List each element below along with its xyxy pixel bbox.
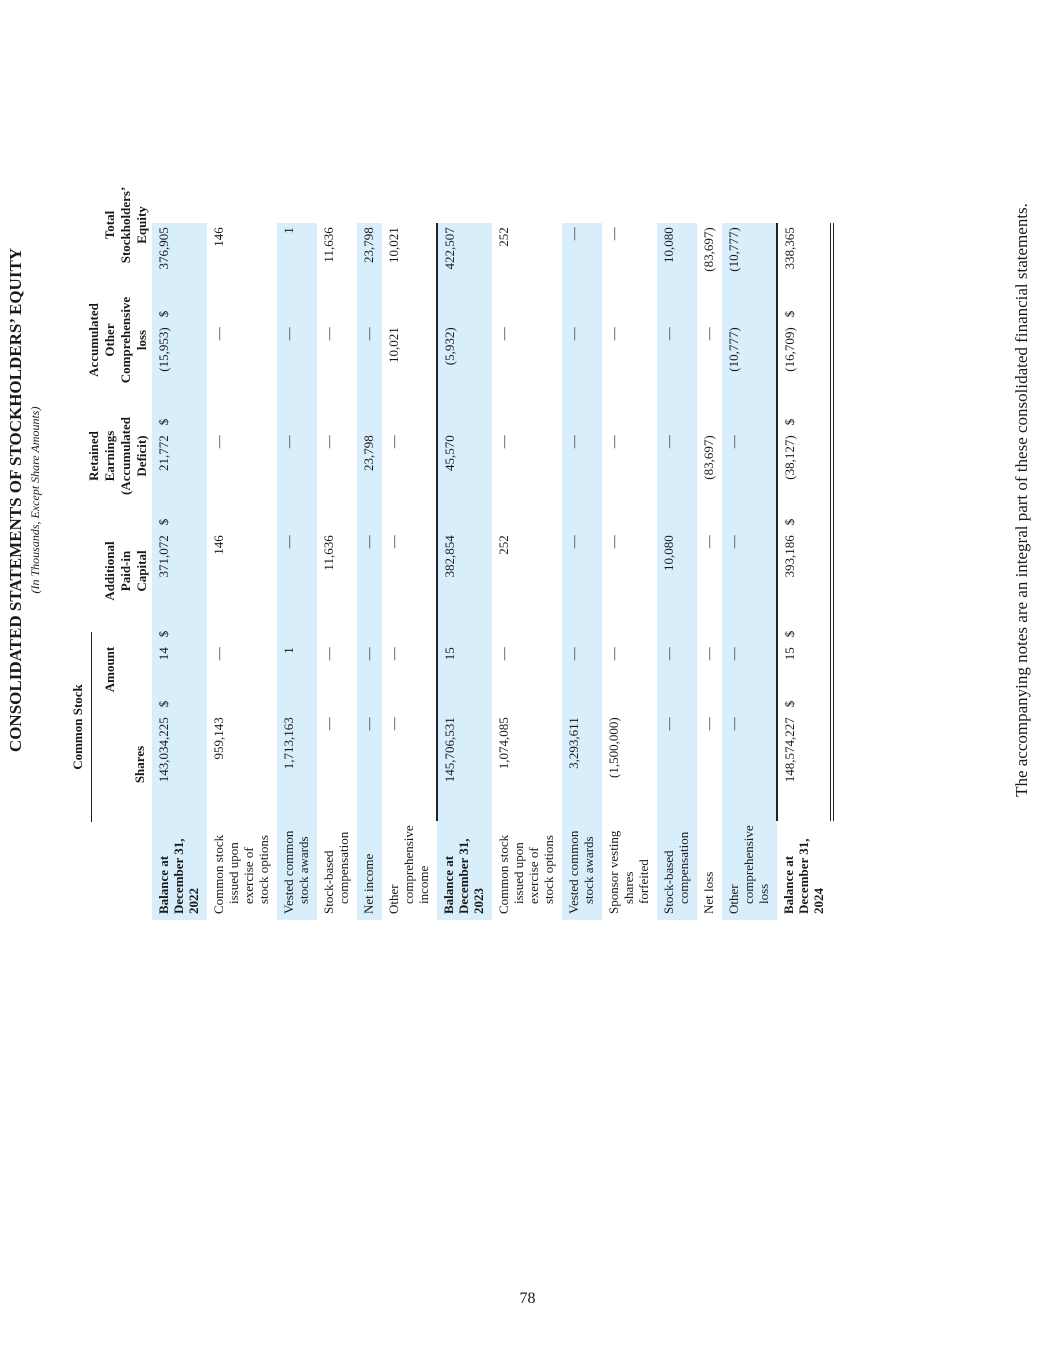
cell-value: — [661,327,676,341]
cell-re [722,431,777,531]
cell-value: 14 [156,647,171,661]
cell-aoci [317,323,357,431]
cell-shares [657,713,697,821]
cell-shares [562,713,602,821]
cell-value: — [701,647,716,661]
cell-apic [382,531,437,643]
cell-value: — [386,535,401,549]
cell-aoci [602,323,657,431]
cell-value: — [701,327,716,341]
table-row [492,223,562,920]
cell-aoci [492,323,562,431]
cell-total [602,223,657,323]
cell-value: 45,570 [442,435,457,472]
cell-value: — [321,717,336,731]
cell-total [722,223,777,323]
row-label-line: December 31, [171,838,186,914]
cell-value: — [606,227,621,241]
cell-amount [357,643,382,713]
row-label-line: Balance at [781,855,796,914]
row-label-line: Balance at [156,855,171,914]
common-stock-group-header [70,632,92,822]
row-label [602,821,657,920]
cell-value: — [726,435,741,449]
cell-re [317,431,357,531]
row-label-line: stock awards [296,836,311,904]
cell-total [317,223,357,323]
cell-amount [602,643,657,713]
row-label [152,821,207,920]
cell-value: — [211,647,226,661]
column-headers [60,0,155,1000]
cell-value: — [281,435,296,449]
cell-value: — [321,435,336,449]
cell-amount [777,643,832,713]
cell-value: — [606,435,621,449]
cell-shares [317,713,357,821]
cell-value: 371,072 [156,535,171,578]
cell-value: — [361,717,376,731]
cell-shares [777,713,832,821]
cell-total [152,223,207,323]
row-label-line: Net income [361,853,376,914]
common-stock-label: Common Stock [70,684,85,770]
cell-amount [657,643,697,713]
cell-shares [152,713,207,821]
cell-value: — [386,647,401,661]
row-label-line: compensation [336,831,351,904]
cell-apic [722,531,777,643]
row-label-line: issued upon [511,842,526,904]
row-label [697,821,722,920]
cell-apic [357,531,382,643]
cell-value: (15,953) [156,327,171,372]
cell-re [277,431,317,531]
cell-shares [207,713,277,821]
cell-value: 422,507 [442,227,457,270]
cell-value: (83,697) [701,227,716,272]
cell-value: — [361,647,376,661]
cell-value: (10,777) [726,227,741,272]
row-label-line: Other [726,884,741,914]
currency-symbol: $ [782,700,797,708]
cell-aoci [722,323,777,431]
aoci-header: Accumulated Other Comprehensive loss [86,296,149,384]
cell-total [777,223,832,323]
row-label [657,821,697,920]
row-label [357,821,382,920]
cell-aoci [382,323,437,431]
row-label [317,821,357,920]
cell-aoci [697,323,722,431]
cell-re [492,431,562,531]
row-label [777,821,832,920]
row-label-line: shares forfeited [621,859,651,904]
cell-value: (38,127) [782,435,797,480]
cell-value: 252 [496,227,511,247]
apic-header: Additional Paid-in Capital [102,541,149,601]
cell-value: 15 [782,647,797,661]
cell-value: — [606,647,621,661]
cell-value: — [566,327,581,341]
row-label-line: 2024 [811,888,826,914]
cell-value: 11,636 [321,227,336,263]
common-stock-underline [91,632,92,822]
cell-value: 10,080 [661,535,676,572]
currency-symbol: $ [782,518,797,526]
cell-value: 23,798 [361,435,376,472]
cell-value: 143,034,225 [156,717,171,783]
cell-value: — [211,327,226,341]
row-label [492,821,562,920]
cell-value: — [566,647,581,661]
cell-amount [697,643,722,713]
cell-amount [437,643,492,713]
cell-value: — [661,717,676,731]
retained-earnings-header: Retained Earnings (Accumulated Deficit) [86,417,149,495]
row-label [437,821,492,920]
statement-subtitle: (In Thousands, Except Share Amounts) [28,406,42,594]
cell-apic [697,531,722,643]
cell-value: 148,574,227 [782,717,797,783]
cell-amount [562,643,602,713]
cell-apic [657,531,697,643]
cell-apic [777,531,832,643]
cell-re [207,431,277,531]
row-label-line: Common stock [211,834,226,914]
cell-value: — [566,535,581,549]
cell-value: — [281,535,296,549]
cell-shares [697,713,722,821]
cell-amount [722,643,777,713]
cell-amount [382,643,437,713]
row-label-line: stock awards [581,836,596,904]
table-row [152,223,207,920]
cell-total [277,223,317,323]
cell-value: 3,293,611 [566,717,581,769]
cell-apic [207,531,277,643]
cell-amount [317,643,357,713]
cell-value: — [361,535,376,549]
cell-aoci [657,323,697,431]
cell-value: 146 [211,535,226,555]
row-label-line: Vested common [281,830,296,914]
cell-value: 252 [496,535,511,555]
row-label-line: stock options [256,835,271,904]
table-row [207,223,277,920]
table-row [277,223,317,920]
cell-total [657,223,697,323]
statement-title: CONSOLIDATED STATEMENTS OF STOCKHOLDERS’ EQUITY [6,247,25,753]
cell-value: (10,777) [726,327,741,372]
cell-apic [492,531,562,643]
cell-value: — [321,327,336,341]
cell-re [382,431,437,531]
cell-total [437,223,492,323]
cell-value: — [701,535,716,549]
total-equity-header: Total Stockholders’ Equity [102,186,149,264]
currency-symbol: $ [156,518,171,526]
cell-value: — [701,717,716,731]
cell-value: (5,932) [442,327,457,366]
cell-value: 376,905 [156,227,171,270]
cell-value: 15 [442,647,457,661]
table-row [382,223,437,920]
cell-apic [152,531,207,643]
cell-value: 393,186 [782,535,797,578]
cell-apic [317,531,357,643]
cell-value: — [726,535,741,549]
cell-value: — [726,647,741,661]
cell-value: — [361,327,376,341]
cell-value: 10,021 [386,227,401,264]
cell-aoci [562,323,602,431]
table-row [657,223,697,920]
cell-re [602,431,657,531]
row-label-line: exercise of [526,847,541,904]
cell-value: — [386,435,401,449]
cell-value: — [606,535,621,549]
cell-total [492,223,562,323]
currency-symbol: $ [782,310,797,318]
row-label-line: income [416,865,431,904]
cell-value: — [606,327,621,341]
cell-value: 10,080 [661,227,676,264]
cell-value: 11,636 [321,535,336,571]
table-row [722,223,777,920]
cell-shares [357,713,382,821]
table-row [437,223,492,920]
cell-value: 145,706,531 [442,717,457,783]
cell-value: 146 [211,227,226,247]
row-label-line: 2023 [471,888,486,914]
row-label-line: Balance at [441,855,456,914]
cell-shares [602,713,657,821]
cell-shares [382,713,437,821]
cell-value: — [566,227,581,241]
table-row [357,223,382,920]
currency-symbol: $ [156,630,171,638]
cell-value: 10,021 [386,327,401,364]
row-label-line: Other [386,884,401,914]
table-row [697,223,722,920]
currency-symbol: $ [156,310,171,318]
row-label-line: loss [756,883,771,904]
cell-value: — [281,327,296,341]
row-label-line: Stock-based [321,850,336,914]
row-label-line: issued upon [226,842,241,904]
row-label-line: Sponsor vesting [606,830,621,914]
cell-value: 1,074,085 [496,717,511,770]
equity-table-body [152,223,832,920]
row-label [277,821,317,920]
row-label-line: stock options [541,835,556,904]
cell-amount [207,643,277,713]
page-number: 78 [519,1290,536,1307]
row-label-line: December 31, [796,838,811,914]
table-row [317,223,357,920]
row-label-line: comprehensive [401,825,416,904]
equity-table [152,223,834,920]
cell-re [697,431,722,531]
cell-aoci [777,323,832,431]
cell-re [152,431,207,531]
row-label-line: Net loss [701,871,716,914]
cell-total [382,223,437,323]
cell-re [657,431,697,531]
cell-value: — [496,435,511,449]
cell-value: — [726,717,741,731]
cell-value: — [496,647,511,661]
row-label-line: comprehensive [741,825,756,904]
table-row [777,223,832,920]
row-label [562,821,602,920]
cell-value: — [661,435,676,449]
cell-value: 382,854 [442,535,457,578]
cell-value: 1 [281,227,296,234]
shares-header: Shares [132,745,147,784]
amount-header: Amount [102,646,117,693]
row-label [207,821,277,920]
cell-shares [277,713,317,821]
cell-value: 23,798 [361,227,376,264]
cell-value: (16,709) [782,327,797,372]
cell-aoci [437,323,492,431]
cell-value: 1 [281,647,296,654]
cell-amount [277,643,317,713]
row-label-line: December 31, [456,838,471,914]
cell-shares [437,713,492,821]
cell-re [357,431,382,531]
row-label-line: Vested common [566,830,581,914]
cell-shares [492,713,562,821]
cell-total [697,223,722,323]
cell-shares [722,713,777,821]
cell-apic [562,531,602,643]
cell-value: — [211,435,226,449]
cell-total [562,223,602,323]
cell-aoci [277,323,317,431]
footnote: The accompanying notes are an integral part of these consolidated financial statements. [1012,203,1031,797]
cell-apic [437,531,492,643]
row-label-line: compensation [676,831,691,904]
cell-value: (83,697) [701,435,716,480]
cell-value: — [321,647,336,661]
cell-value: — [661,647,676,661]
cell-re [437,431,492,531]
row-label-line: Stock-based [661,850,676,914]
cell-aoci [152,323,207,431]
cell-value: (1,500,000) [606,717,621,778]
cell-value: 338,365 [782,227,797,270]
cell-apic [602,531,657,643]
row-label-line: Common stock [496,834,511,914]
row-label-line: exercise of [241,847,256,904]
cell-re [777,431,832,531]
cell-value: — [386,717,401,731]
currency-symbol: $ [782,630,797,638]
cell-aoci [357,323,382,431]
row-label-line: 2022 [186,888,201,914]
cell-apic [277,531,317,643]
currency-symbol: $ [156,700,171,708]
cell-amount [492,643,562,713]
cell-value: — [496,327,511,341]
cell-value: 959,143 [211,717,226,760]
currency-symbol: $ [156,418,171,426]
table-row [602,223,657,920]
cell-value: 21,772 [156,435,171,472]
cell-total [207,223,277,323]
row-label [382,821,437,920]
table-row [562,223,602,920]
cell-total [357,223,382,323]
cell-re [562,431,602,531]
currency-symbol: $ [782,418,797,426]
cell-aoci [207,323,277,431]
cell-value: — [566,435,581,449]
cell-amount [152,643,207,713]
row-label [722,821,777,920]
cell-value: 1,713,163 [281,717,296,770]
